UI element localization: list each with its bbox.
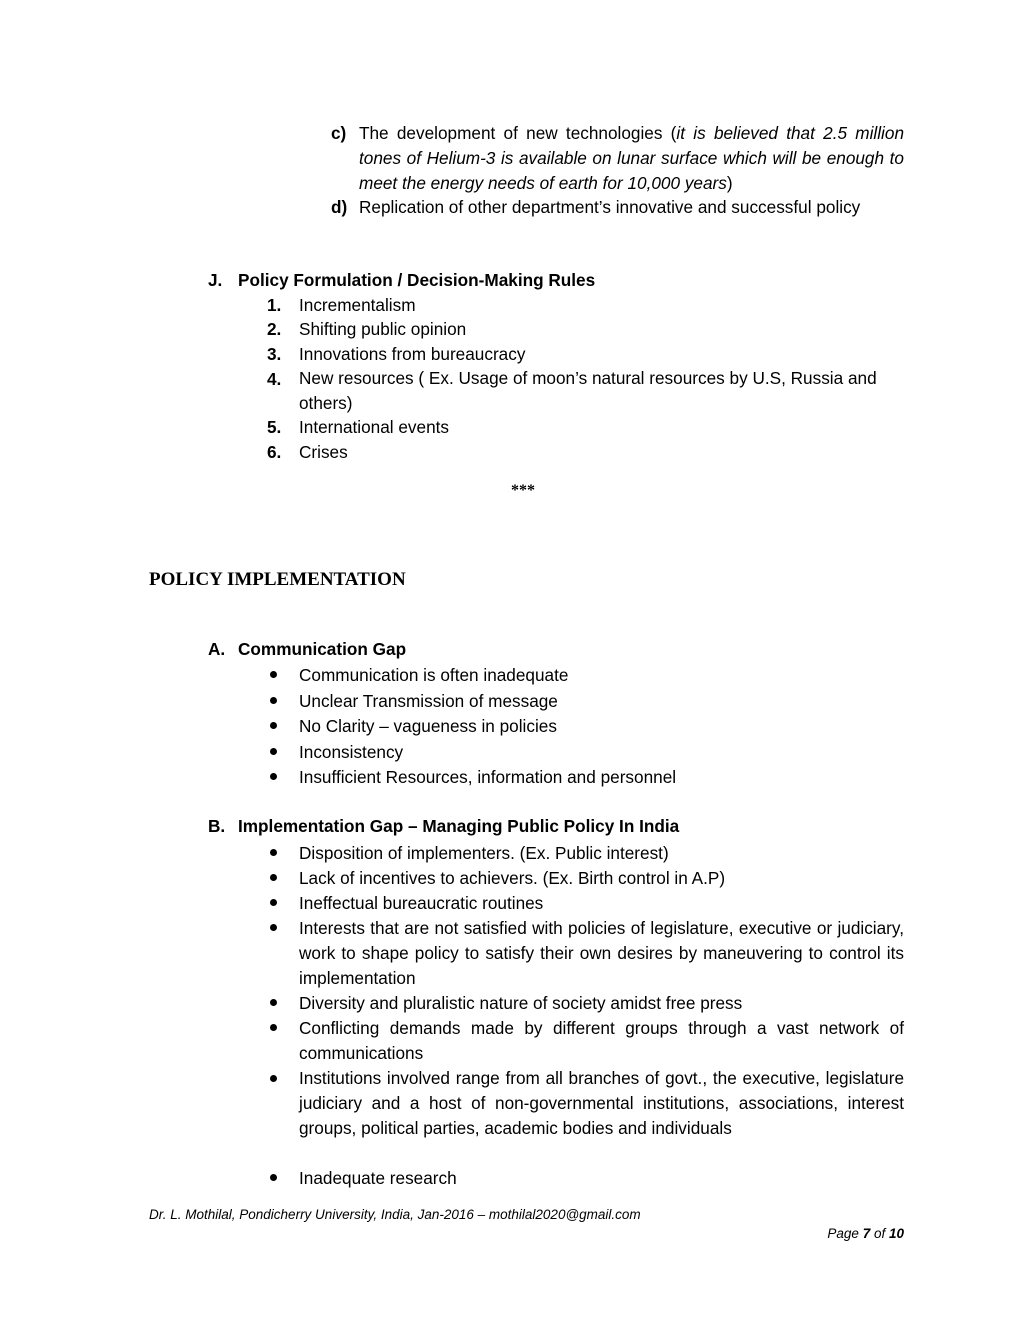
section-a-title: Communication Gap bbox=[238, 639, 407, 659]
section-j-num-1: 1. bbox=[267, 295, 282, 315]
section-b-label: B. bbox=[208, 816, 226, 836]
bullet-icon bbox=[270, 722, 277, 729]
section-j-num-3: 3. bbox=[267, 344, 282, 364]
list-item-c-text: The development of new technologies ( bbox=[359, 123, 677, 143]
list-item-d: Replication of other department’s innovative and successful policy bbox=[359, 197, 861, 217]
section-b-item-4: Interests that are not satisfied with policies of legislature, executive or judiciary, work to shape policy to satisfy their own desires by maneuvering to control its implementation bbox=[299, 918, 904, 988]
section-separator: *** bbox=[511, 482, 535, 499]
footer-author: Dr. L. Mothilal, Pondicherry University, India, Jan-2016 – mothilal2020@gmail.com bbox=[149, 1207, 641, 1222]
section-a-item-3: No Clarity – vagueness in policies bbox=[299, 716, 557, 736]
section-b-item-8: Inadequate research bbox=[299, 1168, 457, 1188]
page-heading: POLICY IMPLEMENTATION bbox=[149, 569, 406, 590]
section-a-item-1: Communication is often inadequate bbox=[299, 665, 569, 685]
section-j-num-4: 4. bbox=[267, 369, 282, 389]
bullet-icon bbox=[270, 849, 277, 856]
list-label-c: c) bbox=[331, 123, 347, 143]
section-j-item-4: New resources ( Ex. Usage of moon’s natural resources by U.S, Russia and others) bbox=[299, 368, 877, 413]
bullet-icon bbox=[270, 1075, 277, 1082]
section-b-item-6: Conflicting demands made by different groups through a vast network of communications bbox=[299, 1018, 904, 1063]
bullet-icon bbox=[270, 899, 277, 906]
list-item-c-close: ) bbox=[726, 173, 733, 193]
list-item-c bbox=[359, 121, 904, 196]
page-number bbox=[827, 1226, 904, 1241]
section-j-item-2: Shifting public opinion bbox=[299, 319, 467, 339]
section-b-item-2: Lack of incentives to achievers. (Ex. Birth control in A.P) bbox=[299, 868, 726, 888]
bullet-icon bbox=[270, 697, 277, 704]
section-b-title: Implementation Gap – Managing Public Policy In India bbox=[238, 816, 680, 836]
section-b-item-7: Institutions involved range from all branches of govt., the executive, legislature judiciary and a host of non-governmental institutions, associations, interest groups, political parties, academic bodies and individuals bbox=[299, 1068, 904, 1138]
section-j-label: J. bbox=[208, 270, 223, 290]
bullet-icon bbox=[270, 1024, 277, 1031]
bullet-icon bbox=[270, 748, 277, 755]
section-b-item-1: Disposition of implementers. (Ex. Public interest) bbox=[299, 843, 669, 863]
section-a-item-2: Unclear Transmission of message bbox=[299, 691, 558, 711]
section-a-label: A. bbox=[208, 639, 226, 659]
bullet-icon bbox=[270, 874, 277, 881]
bullet-icon bbox=[270, 924, 277, 931]
section-j-item-5: International events bbox=[299, 417, 450, 437]
list-item-c-italic: it is believed that 2.5 million tones of Helium-3 is available on lunar surface which will be enough to meet the energy needs of earth for 10,000 years bbox=[359, 123, 904, 193]
section-j-num-5: 5. bbox=[267, 417, 282, 437]
section-a-item-5: Insufficient Resources, information and personnel bbox=[299, 767, 677, 787]
page-prefix: Page bbox=[827, 1226, 863, 1241]
section-j-num-6: 6. bbox=[267, 442, 282, 462]
section-a-item-4: Inconsistency bbox=[299, 742, 404, 762]
section-b-item-5: Diversity and pluralistic nature of society amidst free press bbox=[299, 993, 743, 1013]
page-total: 10 bbox=[888, 1226, 904, 1241]
section-j-item-1: Incrementalism bbox=[299, 295, 416, 315]
bullet-icon bbox=[270, 671, 277, 678]
page-current: 7 bbox=[862, 1226, 871, 1241]
section-b-item-3: Ineffectual bureaucratic routines bbox=[299, 893, 544, 913]
bullet-icon bbox=[270, 773, 277, 780]
section-j-item-6: Crises bbox=[299, 442, 348, 462]
section-j-title: Policy Formulation / Decision-Making Rules bbox=[238, 270, 596, 290]
page-of: of bbox=[870, 1226, 889, 1241]
bullet-icon bbox=[270, 999, 277, 1006]
list-label-d: d) bbox=[331, 197, 348, 217]
section-j-num-2: 2. bbox=[267, 319, 282, 339]
section-j-item-3: Innovations from bureaucracy bbox=[299, 344, 526, 364]
bullet-icon bbox=[270, 1174, 277, 1181]
